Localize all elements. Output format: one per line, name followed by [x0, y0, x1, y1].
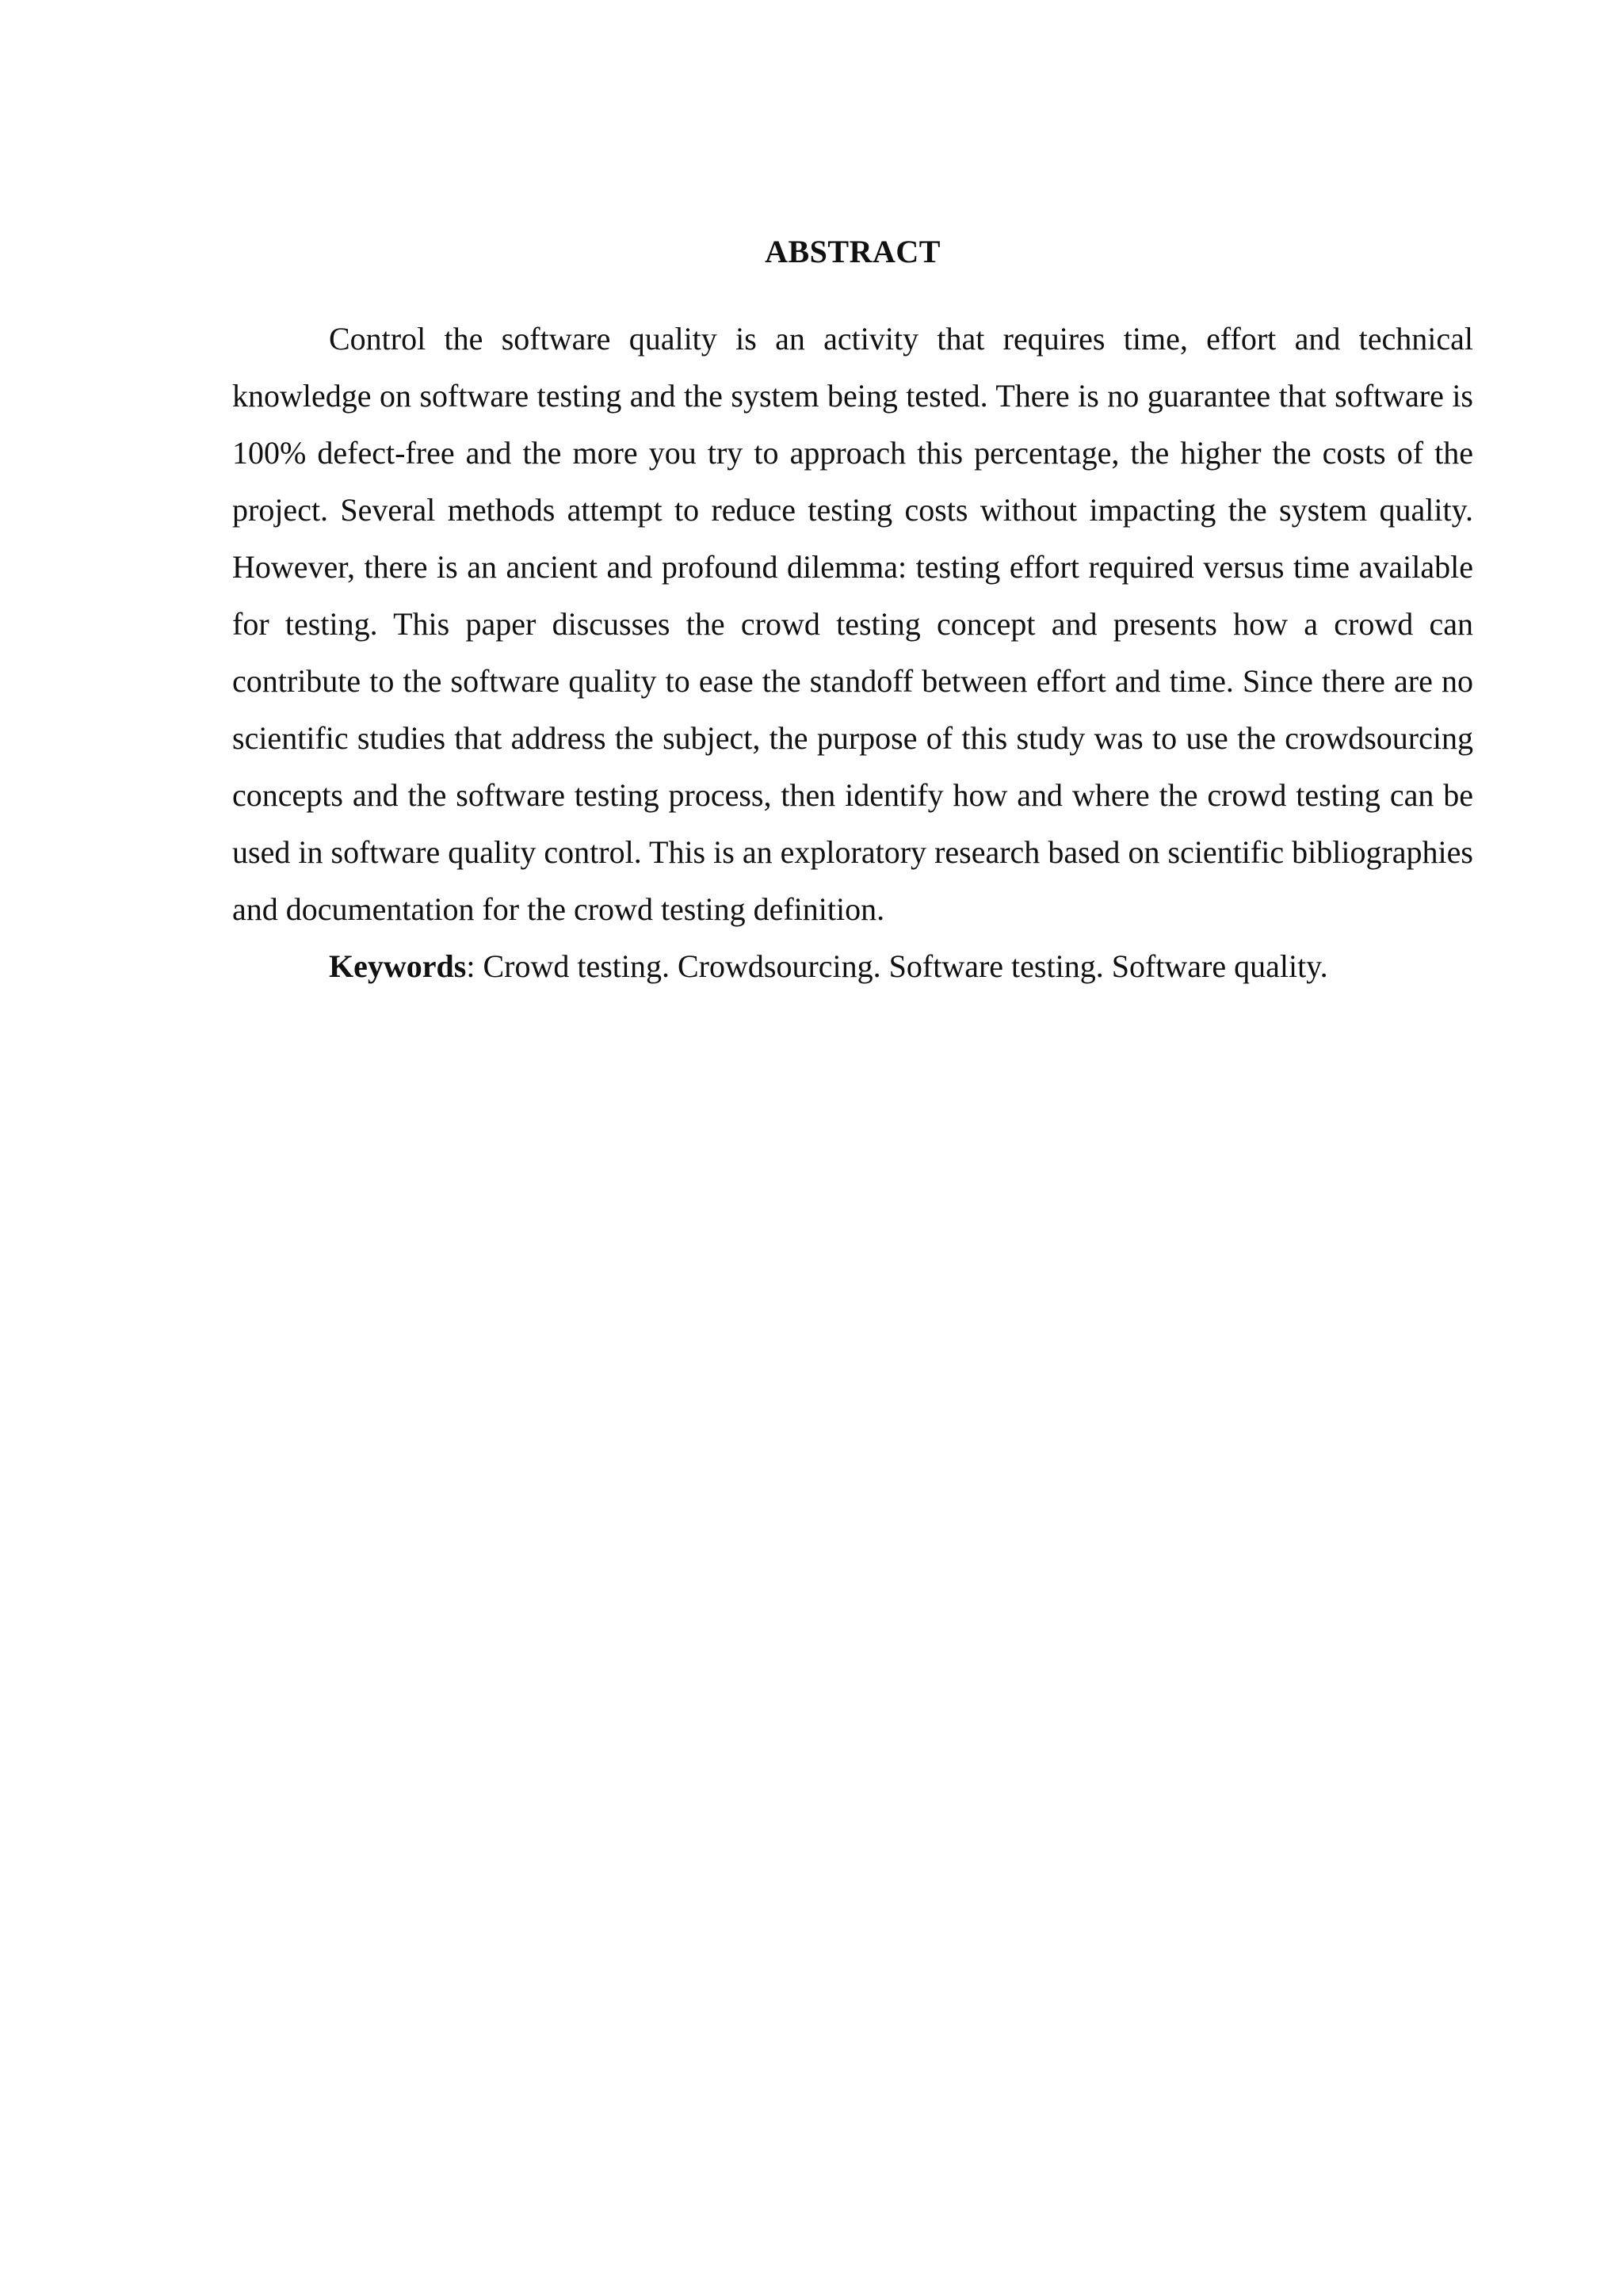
- keywords-label: Keywords: [329, 948, 467, 984]
- abstract-section: [232, 223, 1473, 995]
- abstract-title: ABSTRACT: [765, 234, 941, 269]
- keywords-list: Crowd testing. Crowdsourcing. Software testing. Software quality.: [483, 948, 1328, 984]
- abstract-paragraph: Control the software quality is an activity that requires time, effort and technical knowledge on software testing and the system being tested. There is no guarantee that software is 100% defect-free and the more you try to approach this percentage, the higher the costs of the project. Several methods attempt to reduce testing costs without impacting the system quality. However, there is an ancient and profound dilemma: testing effort required versus time available for testing. This paper discusses the crowd testing concept and presents how a crowd can contribute to the software quality to ease the standoff between effort and time. Since there are no scientific studies that address the subject, the purpose of this study was to use the crowdsourcing concepts and the software testing process, then identify how and where the crowd testing can be used in software quality control. This is an exploratory research based on scientific bibliographies and documentation for the crowd testing definition.: [232, 321, 1473, 927]
- keywords-separator: :: [466, 948, 483, 984]
- keywords-line: [232, 938, 1473, 995]
